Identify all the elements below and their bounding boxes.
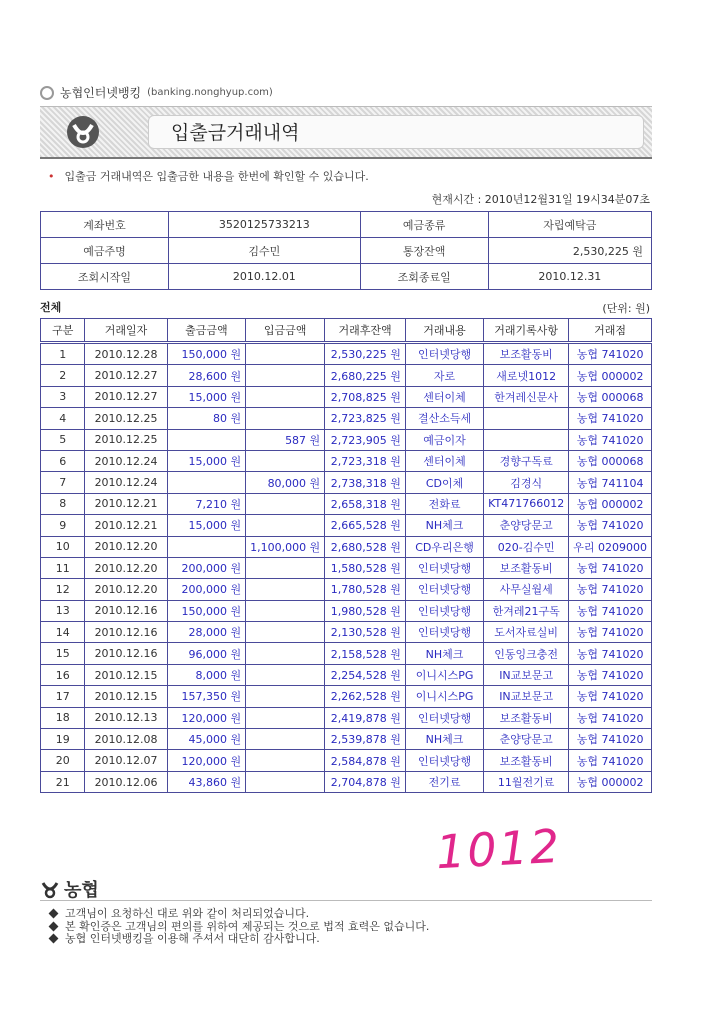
table-cell xyxy=(167,429,245,450)
table-cell: 농협 741020 xyxy=(569,579,652,600)
table-cell: 농협 741020 xyxy=(569,643,652,664)
holder-value: 김수민 xyxy=(169,238,361,264)
column-header: 거래내용 xyxy=(405,319,483,343)
table-cell: 센터이체 xyxy=(405,386,483,407)
table-cell xyxy=(246,600,325,621)
table-header-row xyxy=(41,319,652,343)
table-cell: 120,000 원 xyxy=(167,750,245,771)
table-cell: 이니시스PG xyxy=(405,664,483,685)
table-cell xyxy=(246,343,325,365)
table-cell: 인터넷당행 xyxy=(405,343,483,365)
table-cell: 2010.12.15 xyxy=(85,664,167,685)
footer-notes xyxy=(50,908,429,946)
table-cell xyxy=(246,729,325,750)
table-cell: 예금이자 xyxy=(405,429,483,450)
column-header: 입금금액 xyxy=(246,319,325,343)
table-row xyxy=(41,557,652,578)
table-cell xyxy=(246,622,325,643)
table-cell: 2,704,878 원 xyxy=(325,771,406,792)
table-cell: 인터넷당행 xyxy=(405,750,483,771)
table-cell: 농협 741020 xyxy=(569,557,652,578)
end-date-value: 2010.12.31 xyxy=(488,264,651,290)
table-cell: 농협 741020 xyxy=(569,600,652,621)
table-cell: 15,000 원 xyxy=(167,450,245,471)
table-row xyxy=(41,622,652,643)
table-cell: 2,738,318 원 xyxy=(325,472,406,493)
table-cell xyxy=(246,664,325,685)
table-cell xyxy=(246,365,325,386)
table-cell: 80,000 원 xyxy=(246,472,325,493)
table-row xyxy=(41,707,652,728)
table-cell xyxy=(246,450,325,471)
table-cell: 우리 0209000 xyxy=(569,536,652,557)
table-cell: 14 xyxy=(41,622,85,643)
footer-note: 고객님이 요청하신 대로 위와 같이 처리되었습니다. xyxy=(50,908,429,921)
account-no-label: 계좌번호 xyxy=(41,212,169,238)
table-cell: 2,584,878 원 xyxy=(325,750,406,771)
table-cell xyxy=(246,707,325,728)
table-row xyxy=(41,750,652,771)
table-cell: 2010.12.27 xyxy=(85,365,167,386)
table-cell: 2,262,528 원 xyxy=(325,686,406,707)
table-cell: 한겨레21구독 xyxy=(484,600,569,621)
balance-value: 2,530,225 원 xyxy=(488,238,651,264)
column-header: 출금금액 xyxy=(167,319,245,343)
table-cell: 농협 741020 xyxy=(569,622,652,643)
table-row xyxy=(41,472,652,493)
site-name: 농협인터넷뱅킹 xyxy=(60,86,142,100)
table-row xyxy=(41,365,652,386)
table-cell xyxy=(246,386,325,407)
table-cell: 농협 741020 xyxy=(569,343,652,365)
table-cell: 2010.12.13 xyxy=(85,707,167,728)
table-cell: 2010.12.24 xyxy=(85,472,167,493)
table-cell: 2010.12.15 xyxy=(85,686,167,707)
table-cell: 120,000 원 xyxy=(167,707,245,728)
table-row xyxy=(41,729,652,750)
table-cell: 45,000 원 xyxy=(167,729,245,750)
table-cell: 11 xyxy=(41,557,85,578)
table-cell xyxy=(246,557,325,578)
diamond-bullet-icon xyxy=(49,934,59,944)
account-info-table xyxy=(40,211,652,290)
table-cell: 15 xyxy=(41,643,85,664)
table-cell: 150,000 원 xyxy=(167,600,245,621)
table-row xyxy=(41,536,652,557)
table-cell: 보조활동비 xyxy=(484,707,569,728)
table-cell: 2,723,905 원 xyxy=(325,429,406,450)
table-cell: NH체크 xyxy=(405,729,483,750)
table-cell: 96,000 원 xyxy=(167,643,245,664)
table-cell: 농협 741020 xyxy=(569,707,652,728)
table-row xyxy=(41,429,652,450)
nonghyup-emblem-icon xyxy=(66,115,100,149)
deposit-type-value: 자립예탁금 xyxy=(488,212,651,238)
table-cell xyxy=(246,686,325,707)
table-cell xyxy=(246,750,325,771)
table-row xyxy=(41,450,652,471)
table-cell: 2010.12.21 xyxy=(85,515,167,536)
column-header: 거래일자 xyxy=(85,319,167,343)
table-cell: 2,723,318 원 xyxy=(325,450,406,471)
footer-note: 농협 인터넷뱅킹을 이용해 주셔서 대단히 감사합니다. xyxy=(50,933,429,946)
table-row xyxy=(41,515,652,536)
table-cell: 2010.12.25 xyxy=(85,408,167,429)
table-cell: 인터넷당행 xyxy=(405,707,483,728)
table-cell: 2 xyxy=(41,365,85,386)
table-cell: 80 원 xyxy=(167,408,245,429)
table-cell: 3 xyxy=(41,386,85,407)
table-cell: 인터넷당행 xyxy=(405,622,483,643)
page-title: 입출금거래내역 xyxy=(148,115,644,149)
table-cell: 2010.12.16 xyxy=(85,600,167,621)
table-cell: CD이체 xyxy=(405,472,483,493)
table-cell: 28,000 원 xyxy=(167,622,245,643)
table-row xyxy=(41,600,652,621)
table-cell: 전화료 xyxy=(405,493,483,514)
table-cell: 2,658,318 원 xyxy=(325,493,406,514)
table-cell: 2,680,225 원 xyxy=(325,365,406,386)
handwritten-note: 1012 xyxy=(434,818,563,880)
table-cell: 2,158,528 원 xyxy=(325,643,406,664)
table-cell: 2,723,825 원 xyxy=(325,408,406,429)
holder-label: 예금주명 xyxy=(41,238,169,264)
diamond-bullet-icon xyxy=(49,909,59,919)
table-cell: 19 xyxy=(41,729,85,750)
table-cell: 150,000 원 xyxy=(167,343,245,365)
table-cell: 2,539,878 원 xyxy=(325,729,406,750)
site-url: (banking.nonghyup.com) xyxy=(147,87,273,98)
table-cell: 농협 000002 xyxy=(569,771,652,792)
table-cell: IN교보문고 xyxy=(484,664,569,685)
table-cell: 16 xyxy=(41,664,85,685)
table-cell: 10 xyxy=(41,536,85,557)
table-cell: 센터이체 xyxy=(405,450,483,471)
table-cell: 2,130,528 원 xyxy=(325,622,406,643)
table-cell: 1,980,528 원 xyxy=(325,600,406,621)
page-description: • 입출금 거래내역은 입출금한 내용을 한번에 확인할 수 있습니다. xyxy=(48,170,369,183)
table-cell: 2010.12.20 xyxy=(85,536,167,557)
table-cell: 200,000 원 xyxy=(167,579,245,600)
unit-label: (단위: 원) xyxy=(602,302,650,315)
table-cell: CD우리은행 xyxy=(405,536,483,557)
current-time: 현재시간 : 2010년12월31일 19시34분07초 xyxy=(431,193,650,206)
table-cell: 농협 741020 xyxy=(569,686,652,707)
table-cell xyxy=(484,408,569,429)
table-cell: 농협 741020 xyxy=(569,429,652,450)
table-cell: 보조활동비 xyxy=(484,343,569,365)
table-row xyxy=(41,493,652,514)
account-no-value: 3520125733213 xyxy=(169,212,361,238)
table-cell: 2,708,825 원 xyxy=(325,386,406,407)
table-cell: 200,000 원 xyxy=(167,557,245,578)
table-cell: KT471766012 xyxy=(484,493,569,514)
table-row xyxy=(41,343,652,365)
deposit-type-label: 예금종류 xyxy=(360,212,488,238)
table-cell: 18 xyxy=(41,707,85,728)
table-cell: 농협 000002 xyxy=(569,493,652,514)
table-cell: 결산소득세 xyxy=(405,408,483,429)
column-header: 구분 xyxy=(41,319,85,343)
column-header: 거래후잔액 xyxy=(325,319,406,343)
table-cell: 6 xyxy=(41,450,85,471)
table-cell xyxy=(246,515,325,536)
table-row xyxy=(41,771,652,792)
table-cell xyxy=(167,472,245,493)
table-cell: 경향구독료 xyxy=(484,450,569,471)
table-cell: 8 xyxy=(41,493,85,514)
table-cell: 1 xyxy=(41,343,85,365)
table-cell: 11월전기료 xyxy=(484,771,569,792)
table-cell xyxy=(484,429,569,450)
table-cell: 28,600 원 xyxy=(167,365,245,386)
table-cell: 전기료 xyxy=(405,771,483,792)
nonghyup-footer-logo-icon xyxy=(40,879,60,899)
section-title: 전체 xyxy=(40,301,62,314)
table-cell: 7,210 원 xyxy=(167,493,245,514)
table-cell: 농협 741020 xyxy=(569,729,652,750)
table-cell: 7 xyxy=(41,472,85,493)
table-cell: 4 xyxy=(41,408,85,429)
table-cell: 020-김수민 xyxy=(484,536,569,557)
table-cell: 1,580,528 원 xyxy=(325,557,406,578)
table-cell xyxy=(246,579,325,600)
column-header: 거래점 xyxy=(569,319,652,343)
table-cell: 인터넷당행 xyxy=(405,557,483,578)
table-cell: 15,000 원 xyxy=(167,515,245,536)
table-cell: 인터넷당행 xyxy=(405,600,483,621)
table-cell: 2010.12.06 xyxy=(85,771,167,792)
table-cell xyxy=(167,536,245,557)
table-cell: 15,000 원 xyxy=(167,386,245,407)
table-cell: 2010.12.08 xyxy=(85,729,167,750)
table-cell: 2010.12.24 xyxy=(85,450,167,471)
table-cell: 13 xyxy=(41,600,85,621)
table-cell: 2010.12.28 xyxy=(85,343,167,365)
start-date-value: 2010.12.01 xyxy=(169,264,361,290)
table-cell: 2,530,225 원 xyxy=(325,343,406,365)
footer-brand xyxy=(40,876,99,902)
table-row xyxy=(41,579,652,600)
table-cell: 인터넷당행 xyxy=(405,579,483,600)
description-text: 입출금 거래내역은 입출금한 내용을 한번에 확인할 수 있습니다. xyxy=(64,170,369,183)
table-row xyxy=(41,386,652,407)
footer-note: 본 확인증은 고객님의 편의를 위하여 제공되는 것으로 법적 효력은 없습니다. xyxy=(50,921,429,934)
table-cell: 새로넷1012 xyxy=(484,365,569,386)
footer-brand-text: 농협 xyxy=(64,880,99,901)
table-cell: 이니시스PG xyxy=(405,686,483,707)
table-cell: 2,254,528 원 xyxy=(325,664,406,685)
footer-divider xyxy=(40,900,652,901)
table-cell: 보조활동비 xyxy=(484,557,569,578)
table-cell: 587 원 xyxy=(246,429,325,450)
table-cell: 한겨레신문사 xyxy=(484,386,569,407)
table-cell: 농협 741020 xyxy=(569,408,652,429)
table-cell: 2010.12.16 xyxy=(85,622,167,643)
table-cell: 농협 000068 xyxy=(569,450,652,471)
table-cell xyxy=(246,493,325,514)
transaction-table xyxy=(40,318,652,793)
table-cell: 1,780,528 원 xyxy=(325,579,406,600)
table-cell: 2010.12.20 xyxy=(85,557,167,578)
table-cell: IN교보문고 xyxy=(484,686,569,707)
table-cell: 157,350 원 xyxy=(167,686,245,707)
table-cell: 1,100,000 원 xyxy=(246,536,325,557)
table-cell: 농협 741020 xyxy=(569,664,652,685)
table-cell: 도서자료실비 xyxy=(484,622,569,643)
table-row xyxy=(41,408,652,429)
table-row xyxy=(41,686,652,707)
table-cell: 농협 000002 xyxy=(569,365,652,386)
table-cell: 17 xyxy=(41,686,85,707)
table-cell: 2010.12.25 xyxy=(85,429,167,450)
table-cell: 9 xyxy=(41,515,85,536)
table-cell xyxy=(246,643,325,664)
table-cell: 2,665,528 원 xyxy=(325,515,406,536)
table-cell: 농협 000068 xyxy=(569,386,652,407)
table-cell: 농협 741104 xyxy=(569,472,652,493)
table-cell: 2,680,528 원 xyxy=(325,536,406,557)
start-date-label: 조회시작일 xyxy=(41,264,169,290)
table-cell: 농협 741020 xyxy=(569,515,652,536)
column-header: 거래기록사항 xyxy=(484,319,569,343)
table-cell: NH체크 xyxy=(405,515,483,536)
table-cell: 보조활동비 xyxy=(484,750,569,771)
table-cell: 5 xyxy=(41,429,85,450)
table-cell: 인동잉크충전 xyxy=(484,643,569,664)
title-banner xyxy=(40,106,652,159)
end-date-label: 조회종료일 xyxy=(360,264,488,290)
diamond-bullet-icon xyxy=(49,921,59,931)
table-cell: 2010.12.07 xyxy=(85,750,167,771)
table-cell: 농협 741020 xyxy=(569,750,652,771)
table-cell: 12 xyxy=(41,579,85,600)
balance-label: 통장잔액 xyxy=(360,238,488,264)
table-cell xyxy=(246,771,325,792)
table-cell: 2010.12.16 xyxy=(85,643,167,664)
table-row xyxy=(41,643,652,664)
table-cell: 김경식 xyxy=(484,472,569,493)
table-row xyxy=(41,664,652,685)
table-cell: 20 xyxy=(41,750,85,771)
nonghyup-logo-icon xyxy=(40,86,54,100)
table-cell: 2010.12.27 xyxy=(85,386,167,407)
table-cell xyxy=(246,408,325,429)
table-cell: 43,860 원 xyxy=(167,771,245,792)
table-cell: 춘양당문고 xyxy=(484,515,569,536)
table-cell: NH체크 xyxy=(405,643,483,664)
table-cell: 사무실월세 xyxy=(484,579,569,600)
table-cell: 8,000 원 xyxy=(167,664,245,685)
table-cell: 21 xyxy=(41,771,85,792)
table-cell: 춘양당문고 xyxy=(484,729,569,750)
table-cell: 2010.12.21 xyxy=(85,493,167,514)
site-header xyxy=(40,84,273,101)
table-cell: 자로 xyxy=(405,365,483,386)
table-cell: 2,419,878 원 xyxy=(325,707,406,728)
table-cell: 2010.12.20 xyxy=(85,579,167,600)
